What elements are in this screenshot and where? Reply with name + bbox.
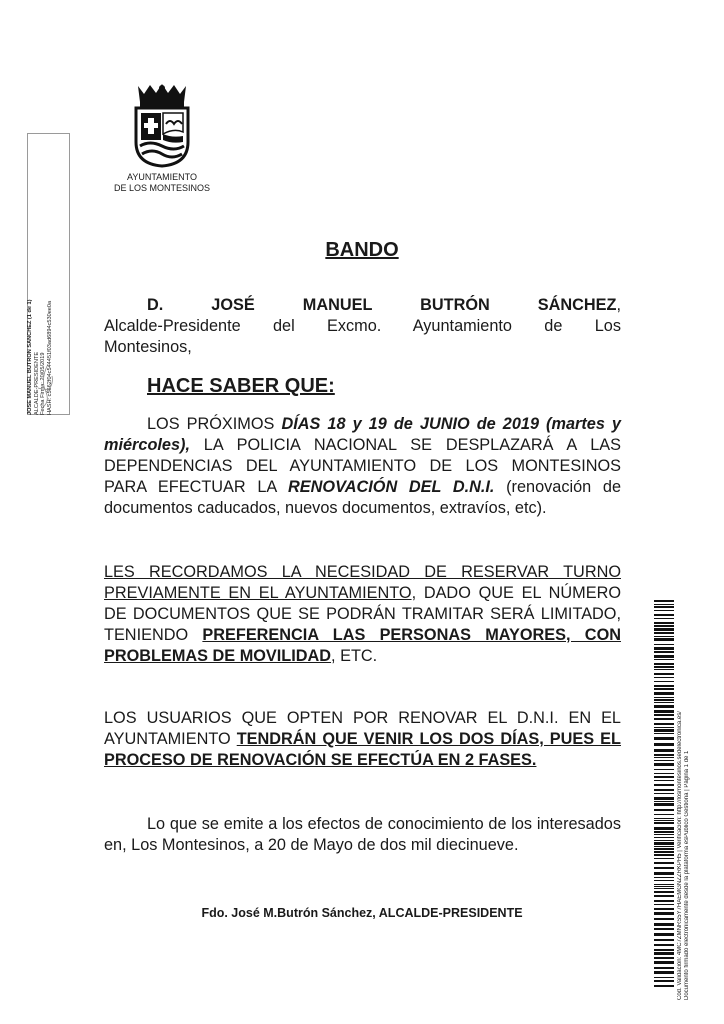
barcode-stripe [654,673,674,675]
barcode-stripe [654,702,674,703]
barcode-stripe [654,647,674,650]
barcode-stripe [654,912,674,915]
barcode-stripe [654,834,674,835]
barcode-stripe [654,809,674,811]
barcode-stripe [654,604,674,605]
barcode-stripe [654,944,674,946]
barcode-stripe [654,743,674,746]
barcode-stripe [654,757,674,758]
barcode-stripe [654,733,674,734]
barcode-stripe [654,685,674,687]
p1-renewal: RENOVACIÓN DEL D.N.I. [288,478,495,496]
signer-name: JOSÉ MANUEL BUTRÓN SÁNCHEZ (1 de 1) [27,299,33,415]
barcode-stripe [654,872,674,875]
barcode-stripe [654,628,674,631]
paragraph-reservation [104,562,621,667]
organization-name [100,172,224,194]
barcode-stripe [654,848,674,850]
barcode-stripe [654,793,674,794]
intro-line-2: Alcalde-Presidente del Excmo. Ayuntamiento de Los [104,317,621,335]
handwritten-signature [34,362,60,410]
barcode-stripe [654,638,674,641]
barcode-stripe [654,840,674,841]
barcode-stripe [654,754,674,756]
barcode-stripe [654,888,674,889]
barcode-stripe [654,705,674,708]
intro-comma: , [616,296,621,314]
barcode-stripe [654,659,674,660]
p2-text-d: , ETC. [331,647,378,665]
p3-text-a: LOS USUARIOS QUE OPTEN POR RENOVAR EL D.N.I. EN EL AYUNTAMIENTO [104,709,621,748]
barcode-stripe [654,622,674,624]
barcode-stripe [654,614,674,616]
barcode-stripe [654,710,674,713]
barcode-stripe [654,891,674,893]
barcode-stripe [654,831,674,833]
barcode-stripe [654,846,674,847]
barcode-stripe [654,644,674,645]
barcode-stripe [654,837,674,838]
barcode-stripe [654,600,674,602]
barcode-stripe [654,618,674,619]
p2-text-b: , DADO QUE EL NÚMERO DE DOCUMENTOS QUE SE PODRÁN TRAMITAR SERÁ LIMITADO, TENIENDO [104,584,621,644]
paragraph-dni-renewal [104,414,621,519]
barcode-stripe [654,880,674,881]
barcode-stripe [654,692,674,695]
coat-of-arms-logo [132,82,192,168]
closing-paragraph: Lo que se emite a los efectos de conocimiento de los interesados en, Los Montesinos, a 20 de Mayo de dos mil diecinueve. [104,815,621,854]
barcode-stripe [654,957,674,959]
barcode-stripe [654,818,674,819]
p2-reservation-notice: LES RECORDAMOS LA NECESIDAD DE RESERVAR TURNO PREVIAMENTE EN EL AYUNTAMIENTO [104,563,621,602]
barcode-stripe [654,961,674,964]
barcode-stripe [654,780,674,781]
signer-role: ALCALDE-PRESIDENTE [33,351,40,415]
barcode-stripe [654,854,674,856]
signature-line: Fdo. José M.Butrón Sánchez, ALCALDE-PRESIDENTE [201,906,523,920]
barcode-stripe [654,699,674,701]
announcement-heading: HACE SABER QUE: [147,375,335,397]
barcode-stripe [654,858,674,859]
barcode-stripe [654,886,674,887]
p1-text-c: LA POLICIA NACIONAL SE DESPLAZARÁ A LAS DEPENDENCIAS DEL AYUNTAMIENTO DE LOS MONTESINOS PARA EFECTUAR LA [104,436,621,496]
intro-line-1 [104,295,621,316]
signature-hash: HASH: c5662f04c544451f03ad6894c530ee0a [46,300,53,415]
verification-barcode [654,600,674,988]
barcode-stripe [654,928,674,930]
barcode-stripe [654,908,674,910]
barcode-stripe [654,669,674,670]
barcode-stripe [654,773,674,774]
verification-code: Cód. Validación: 4MC7ZMNRS5Y7HAEMGNZZRKPH5 | Verificación: http://losmontesinos.sedelectronica.es/ [677,711,683,1000]
barcode-stripe [654,977,674,978]
barcode-stripe [654,606,674,608]
verification-text [677,620,703,1000]
barcode-stripe [654,769,674,770]
paragraph-two-days [104,708,621,771]
barcode-stripe [654,636,674,637]
barcode-stripe [654,971,674,974]
intro-paragraph [104,295,621,358]
barcode-stripe [654,625,674,627]
p2-preference: PREFERENCIA LAS PERSONAS MAYORES, CON PROBLEMAS DE MOVILIDAD [104,626,621,665]
barcode-stripe [654,923,674,926]
barcode-stripe [654,884,674,885]
barcode-stripe [654,918,674,920]
barcode-stripe [654,651,674,653]
barcode-stripe [654,666,674,668]
verification-platform: Documento firmado electrónicamente desde la plataforma esPublico Gestiona | Página 1 de 1 [684,750,691,1000]
barcode-stripe [654,760,674,761]
barcode-stripe [654,632,674,634]
barcode-stripe [654,952,674,955]
barcode-stripe [654,851,674,853]
org-line-2: DE LOS MONTESINOS [113,183,211,193]
barcode-stripe [654,820,674,821]
barcode-stripe [654,610,674,611]
mayor-name: D. JOSÉ MANUEL BUTRÓN SÁNCHEZ [147,296,617,314]
barcode-stripe [654,737,674,740]
barcode-stripe [654,939,674,941]
barcode-stripe [654,933,674,936]
org-line-1: AYUNTAMIENTO [126,172,197,182]
barcode-stripe [654,663,674,665]
p3-two-days: TENDRÁN QUE VENIR LOS DOS DÍAS, PUES EL PROCESO DE RENOVACIÓN SE EFECTÚA EN 2 FASES. [104,730,621,769]
barcode-stripe [654,904,674,905]
barcode-stripe [654,776,674,778]
barcode-stripe [654,749,674,752]
barcode-stripe [654,697,674,698]
barcode-stripe [654,980,674,982]
barcode-stripe [654,729,674,732]
signature-date: Fecha Firma: 20/05/2019 [40,352,47,415]
barcode-stripe [654,681,674,682]
barcode-stripe [654,763,674,766]
barcode-stripe [654,967,674,969]
barcode-stripe [654,714,674,716]
barcode-stripe [654,895,674,897]
barcode-stripe [654,688,674,690]
barcode-stripe [654,949,674,951]
barcode-stripe [654,842,674,845]
barcode-stripe [654,801,674,802]
barcode-stripe [654,877,674,878]
barcode-stripe [654,985,674,987]
barcode-stripe [654,814,674,815]
barcode-stripe [654,789,674,791]
barcode-stripe [654,862,674,864]
barcode-stripe [654,677,674,678]
document-title: BANDO [325,239,399,261]
intro-line-3: Montesinos, [104,338,192,356]
p1-text-a: LOS PRÓXIMOS [147,415,282,433]
barcode-stripe [654,797,674,800]
barcode-stripe [654,900,674,902]
barcode-stripe [654,867,674,869]
barcode-stripe [654,655,674,658]
barcode-stripe [654,803,674,806]
barcode-stripe [654,718,674,720]
p1-text-e: (renovación de documentos caducados, nuevos documentos, extravíos, etc). [104,478,622,517]
p1-dates: DÍAS 18 y 19 de JUNIO de 2019 (martes y miércoles), [104,415,621,454]
barcode-stripe [654,723,674,725]
barcode-stripe [654,727,674,728]
barcode-stripe [654,827,674,830]
barcode-stripe [654,784,674,786]
barcode-stripe [654,822,674,824]
